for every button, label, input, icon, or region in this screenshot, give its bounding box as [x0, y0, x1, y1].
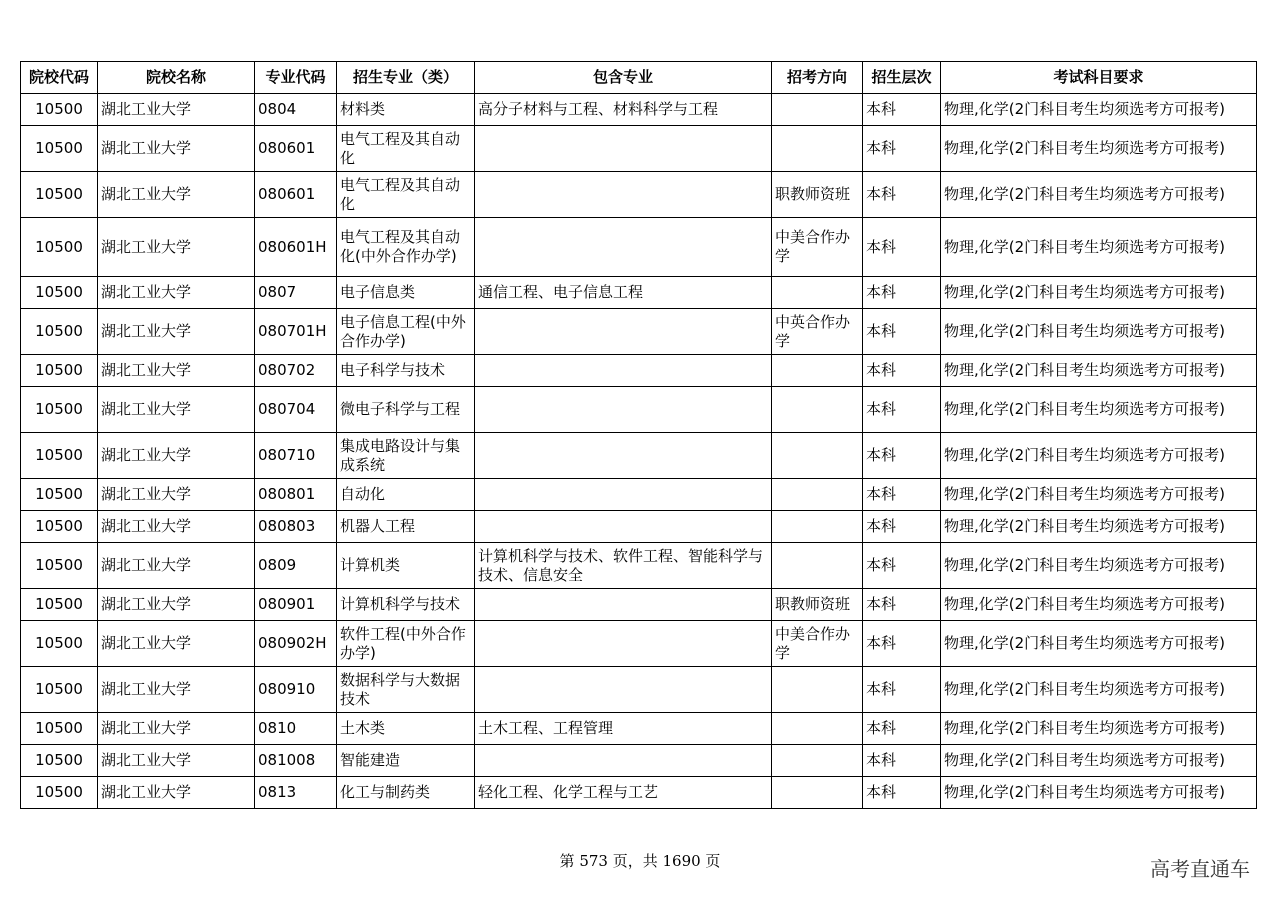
- major-cell: 数据科学与大数据技术: [337, 667, 475, 713]
- included-majors-cell: [475, 745, 772, 777]
- school-name-cell: 湖北工业大学: [98, 543, 255, 589]
- subject-requirements-cell: 物理,化学(2门科目考生均须选考方可报考): [941, 667, 1257, 713]
- table-row: [21, 94, 1257, 126]
- major-cell: 自动化: [337, 479, 475, 511]
- major-code-cell: 0804: [255, 94, 337, 126]
- major-code-cell: 0809: [255, 543, 337, 589]
- level-cell: 本科: [863, 172, 941, 218]
- school-name-cell: 湖北工业大学: [98, 511, 255, 543]
- school-code-cell: 10500: [21, 543, 98, 589]
- school-name-cell: 湖北工业大学: [98, 433, 255, 479]
- major-cell: 集成电路设计与集成系统: [337, 433, 475, 479]
- major-cell: 软件工程(中外合作办学): [337, 621, 475, 667]
- header-row: [21, 62, 1257, 94]
- table-row: [21, 777, 1257, 809]
- subject-requirements-cell: 物理,化学(2门科目考生均须选考方可报考): [941, 94, 1257, 126]
- school-code-cell: 10500: [21, 511, 98, 543]
- major-cell: 计算机类: [337, 543, 475, 589]
- direction-cell: 职教师资班: [772, 589, 863, 621]
- level-cell: 本科: [863, 777, 941, 809]
- table-row: [21, 511, 1257, 543]
- subject-requirements-cell: 物理,化学(2门科目考生均须选考方可报考): [941, 172, 1257, 218]
- direction-cell: [772, 479, 863, 511]
- major-cell: 电气工程及其自动化: [337, 172, 475, 218]
- header-school-name: 院校名称: [98, 62, 255, 94]
- major-cell: 土木类: [337, 713, 475, 745]
- header-school-code: 院校代码: [21, 62, 98, 94]
- level-cell: 本科: [863, 667, 941, 713]
- school-name-cell: 湖北工业大学: [98, 479, 255, 511]
- included-majors-cell: 通信工程、电子信息工程: [475, 277, 772, 309]
- school-name-cell: 湖北工业大学: [98, 277, 255, 309]
- level-cell: 本科: [863, 511, 941, 543]
- included-majors-cell: [475, 126, 772, 172]
- table-row: [21, 355, 1257, 387]
- table-header: [21, 62, 1257, 94]
- school-code-cell: 10500: [21, 433, 98, 479]
- school-code-cell: 10500: [21, 479, 98, 511]
- subject-requirements-cell: 物理,化学(2门科目考生均须选考方可报考): [941, 589, 1257, 621]
- table-row: [21, 589, 1257, 621]
- school-code-cell: 10500: [21, 589, 98, 621]
- major-code-cell: 080801: [255, 479, 337, 511]
- school-name-cell: 湖北工业大学: [98, 387, 255, 433]
- school-code-cell: 10500: [21, 667, 98, 713]
- major-cell: 电气工程及其自动化(中外合作办学): [337, 218, 475, 277]
- direction-cell: [772, 543, 863, 589]
- table-row: [21, 387, 1257, 433]
- page-number: 第 573 页，共 1690 页: [559, 852, 721, 870]
- direction-cell: 中美合作办学: [772, 621, 863, 667]
- included-majors-cell: [475, 479, 772, 511]
- major-code-cell: 080704: [255, 387, 337, 433]
- major-code-cell: 0810: [255, 713, 337, 745]
- included-majors-cell: [475, 172, 772, 218]
- school-name-cell: 湖北工业大学: [98, 589, 255, 621]
- level-cell: 本科: [863, 387, 941, 433]
- admissions-table: [20, 61, 1257, 809]
- table-row: [21, 172, 1257, 218]
- direction-cell: 中英合作办学: [772, 309, 863, 355]
- major-code-cell: 080702: [255, 355, 337, 387]
- school-name-cell: 湖北工业大学: [98, 94, 255, 126]
- level-cell: 本科: [863, 479, 941, 511]
- header-major: 招生专业（类）: [337, 62, 475, 94]
- level-cell: 本科: [863, 433, 941, 479]
- included-majors-cell: [475, 433, 772, 479]
- subject-requirements-cell: 物理,化学(2门科目考生均须选考方可报考): [941, 387, 1257, 433]
- direction-cell: [772, 667, 863, 713]
- subject-requirements-cell: 物理,化学(2门科目考生均须选考方可报考): [941, 479, 1257, 511]
- included-majors-cell: 计算机科学与技术、软件工程、智能科学与技术、信息安全: [475, 543, 772, 589]
- major-code-cell: 080601: [255, 126, 337, 172]
- subject-requirements-cell: 物理,化学(2门科目考生均须选考方可报考): [941, 543, 1257, 589]
- major-code-cell: 081008: [255, 745, 337, 777]
- subject-requirements-cell: 物理,化学(2门科目考生均须选考方可报考): [941, 433, 1257, 479]
- major-code-cell: 080910: [255, 667, 337, 713]
- school-name-cell: 湖北工业大学: [98, 126, 255, 172]
- major-code-cell: 0813: [255, 777, 337, 809]
- table-row: [21, 433, 1257, 479]
- included-majors-cell: [475, 621, 772, 667]
- major-cell: 智能建造: [337, 745, 475, 777]
- school-code-cell: 10500: [21, 277, 98, 309]
- header-major-code: 专业代码: [255, 62, 337, 94]
- direction-cell: [772, 126, 863, 172]
- major-code-cell: 0807: [255, 277, 337, 309]
- table-row: [21, 667, 1257, 713]
- table-row: [21, 479, 1257, 511]
- subject-requirements-cell: 物理,化学(2门科目考生均须选考方可报考): [941, 277, 1257, 309]
- school-code-cell: 10500: [21, 172, 98, 218]
- major-code-cell: 080601H: [255, 218, 337, 277]
- direction-cell: [772, 777, 863, 809]
- direction-cell: 中美合作办学: [772, 218, 863, 277]
- direction-cell: [772, 433, 863, 479]
- direction-cell: [772, 511, 863, 543]
- level-cell: 本科: [863, 277, 941, 309]
- direction-cell: 职教师资班: [772, 172, 863, 218]
- level-cell: 本科: [863, 309, 941, 355]
- school-code-cell: 10500: [21, 94, 98, 126]
- header-subject-requirements: 考试科目要求: [941, 62, 1257, 94]
- school-code-cell: 10500: [21, 218, 98, 277]
- major-cell: 电气工程及其自动化: [337, 126, 475, 172]
- included-majors-cell: [475, 387, 772, 433]
- table-row: [21, 218, 1257, 277]
- school-code-cell: 10500: [21, 621, 98, 667]
- subject-requirements-cell: 物理,化学(2门科目考生均须选考方可报考): [941, 126, 1257, 172]
- table-row: [21, 309, 1257, 355]
- school-name-cell: 湖北工业大学: [98, 355, 255, 387]
- major-cell: 化工与制药类: [337, 777, 475, 809]
- subject-requirements-cell: 物理,化学(2门科目考生均须选考方可报考): [941, 745, 1257, 777]
- included-majors-cell: 轻化工程、化学工程与工艺: [475, 777, 772, 809]
- school-code-cell: 10500: [21, 309, 98, 355]
- included-majors-cell: [475, 589, 772, 621]
- major-code-cell: 080902H: [255, 621, 337, 667]
- table-body: [21, 94, 1257, 809]
- major-code-cell: 080901: [255, 589, 337, 621]
- included-majors-cell: [475, 218, 772, 277]
- direction-cell: [772, 745, 863, 777]
- school-name-cell: 湖北工业大学: [98, 172, 255, 218]
- major-code-cell: 080803: [255, 511, 337, 543]
- level-cell: 本科: [863, 589, 941, 621]
- major-code-cell: 080710: [255, 433, 337, 479]
- level-cell: 本科: [863, 745, 941, 777]
- subject-requirements-cell: 物理,化学(2门科目考生均须选考方可报考): [941, 621, 1257, 667]
- level-cell: 本科: [863, 218, 941, 277]
- school-code-cell: 10500: [21, 777, 98, 809]
- level-cell: 本科: [863, 126, 941, 172]
- major-cell: 电子科学与技术: [337, 355, 475, 387]
- major-cell: 电子信息类: [337, 277, 475, 309]
- included-majors-cell: [475, 667, 772, 713]
- table-row: [21, 745, 1257, 777]
- school-code-cell: 10500: [21, 387, 98, 433]
- subject-requirements-cell: 物理,化学(2门科目考生均须选考方可报考): [941, 218, 1257, 277]
- watermark-text: 高考直通车: [1150, 857, 1250, 881]
- major-cell: 计算机科学与技术: [337, 589, 475, 621]
- major-cell: 电子信息工程(中外合作办学): [337, 309, 475, 355]
- major-cell: 微电子科学与工程: [337, 387, 475, 433]
- direction-cell: [772, 277, 863, 309]
- school-name-cell: 湖北工业大学: [98, 621, 255, 667]
- table-row: [21, 277, 1257, 309]
- table-row: [21, 621, 1257, 667]
- school-code-cell: 10500: [21, 713, 98, 745]
- school-name-cell: 湖北工业大学: [98, 218, 255, 277]
- subject-requirements-cell: 物理,化学(2门科目考生均须选考方可报考): [941, 713, 1257, 745]
- included-majors-cell: 高分子材料与工程、材料科学与工程: [475, 94, 772, 126]
- school-name-cell: 湖北工业大学: [98, 667, 255, 713]
- included-majors-cell: [475, 309, 772, 355]
- major-code-cell: 080701H: [255, 309, 337, 355]
- major-cell: 机器人工程: [337, 511, 475, 543]
- subject-requirements-cell: 物理,化学(2门科目考生均须选考方可报考): [941, 355, 1257, 387]
- level-cell: 本科: [863, 621, 941, 667]
- major-code-cell: 080601: [255, 172, 337, 218]
- direction-cell: [772, 387, 863, 433]
- school-name-cell: 湖北工业大学: [98, 777, 255, 809]
- school-code-cell: 10500: [21, 126, 98, 172]
- header-included-majors: 包含专业: [475, 62, 772, 94]
- school-code-cell: 10500: [21, 355, 98, 387]
- header-level: 招生层次: [863, 62, 941, 94]
- school-name-cell: 湖北工业大学: [98, 713, 255, 745]
- included-majors-cell: 土木工程、工程管理: [475, 713, 772, 745]
- direction-cell: [772, 355, 863, 387]
- table-row: [21, 126, 1257, 172]
- level-cell: 本科: [863, 94, 941, 126]
- subject-requirements-cell: 物理,化学(2门科目考生均须选考方可报考): [941, 309, 1257, 355]
- school-name-cell: 湖北工业大学: [98, 745, 255, 777]
- direction-cell: [772, 94, 863, 126]
- school-code-cell: 10500: [21, 745, 98, 777]
- header-direction: 招考方向: [772, 62, 863, 94]
- school-name-cell: 湖北工业大学: [98, 309, 255, 355]
- subject-requirements-cell: 物理,化学(2门科目考生均须选考方可报考): [941, 777, 1257, 809]
- table-row: [21, 713, 1257, 745]
- level-cell: 本科: [863, 713, 941, 745]
- subject-requirements-cell: 物理,化学(2门科目考生均须选考方可报考): [941, 511, 1257, 543]
- direction-cell: [772, 713, 863, 745]
- level-cell: 本科: [863, 543, 941, 589]
- major-cell: 材料类: [337, 94, 475, 126]
- included-majors-cell: [475, 511, 772, 543]
- level-cell: 本科: [863, 355, 941, 387]
- included-majors-cell: [475, 355, 772, 387]
- table-row: [21, 543, 1257, 589]
